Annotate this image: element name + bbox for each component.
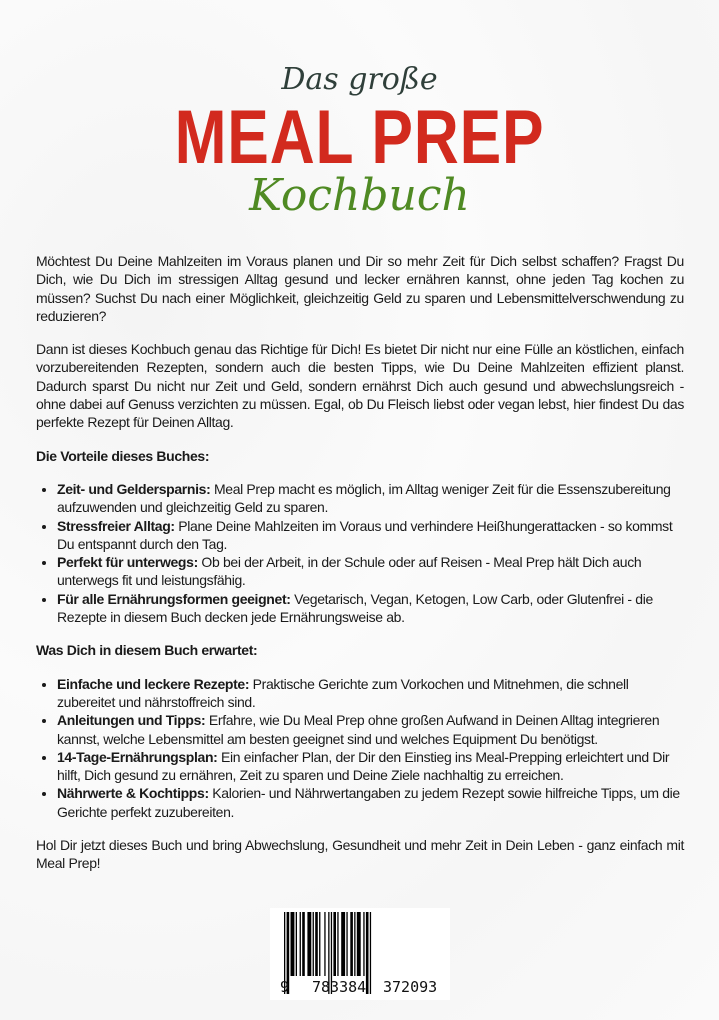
intro-paragraph: Dann ist dieses Kochbuch genau das Richtige für Dich! Es bietet Dir nicht nur eine Fülle an köstlichen, einfach vorzubereitenden Rezepten, sondern auch die besten Tipps, wie Du Deine Mahlzeiten effizient planst. Dadurch sparst Du nicht nur Zeit und Geld, sondern ernährst Dich auch gesund und abwechslungsreich - ohne dabei auf Genuss verzichten zu müssen. Egal, ob Du Fleisch liebst oder vegan lebst, hier findest Du das perfekte Rezept für Deinen Alltag. bbox=[36, 341, 684, 431]
title-meal-prep: MEAL PREP bbox=[174, 95, 545, 180]
item-text: Ein einfacher Plan, der Dir den Einstieg ins Meal-Prepping erleichtert und Dir hilft, Dich gesund zu ernähren, Zeit zu sparen und Deine Ziele nachhaltig zu erreichen. bbox=[57, 748, 670, 784]
item-text: Meal Prep macht es möglich, im Alltag weniger Zeit für die Essenszubereitung aufzuwenden und gleichzeitig Geld zu sparen. bbox=[57, 480, 671, 516]
list-item bbox=[57, 711, 684, 748]
list-item bbox=[57, 784, 684, 821]
barcode-bar bbox=[350, 912, 353, 976]
item-label: Stressfreier Alltag: bbox=[57, 517, 175, 534]
item-text: Erfahre, wie Du Meal Prep ohne großen Aufwand in Deinen Alltag integrieren kannst, welche Lebensmittel am besten geeignet sind und welches Equipment Du benötigst. bbox=[57, 712, 660, 747]
barcode-bar bbox=[333, 912, 336, 976]
barcode-bar bbox=[337, 912, 338, 976]
item-text: Kalorien- und Nährwertangaben zu jedem Rezept sowie hilfreiche Tipps, um die Gerichte perfekt zuzubereiten. bbox=[57, 785, 680, 820]
barcode-bar bbox=[300, 912, 301, 976]
barcode-bar bbox=[370, 912, 371, 994]
item-text: Ob bei der Arbeit, in der Schule oder auf Reisen - Meal Prep hält Dich auch unterwegs fit und leistungsfähig. bbox=[57, 554, 642, 589]
list-item bbox=[57, 553, 684, 590]
item-label: 14-Tage-Ernährungsplan: bbox=[57, 748, 218, 765]
barcode-bar bbox=[291, 912, 295, 976]
barcode-bar bbox=[313, 912, 314, 976]
item-text: Praktische Gerichte zum Vorkochen und Mitnehmen, die schnell zubereitet und nährstoffreich sind. bbox=[57, 675, 629, 710]
item-text: Vegetarisch, Vegan, Ketogen, Low Carb, oder Glutenfrei - die Rezepte in diesem Buch decken jede Ernährungsweise ab. bbox=[57, 590, 653, 626]
section-heading: Was Dich in diesem Buch erwartet: bbox=[36, 642, 258, 659]
barcode-bar bbox=[346, 912, 347, 976]
item-label: Anleitungen und Tipps: bbox=[57, 712, 206, 729]
barcode-bar bbox=[363, 912, 364, 976]
list-item bbox=[57, 480, 684, 517]
barcode-bar bbox=[307, 912, 311, 976]
barcode-bar bbox=[324, 912, 325, 976]
list-item bbox=[57, 748, 684, 785]
closing-paragraph: Hol Dir jetzt dieses Buch und bring Abwechslung, Gesundheit und mehr Zeit in Dein Leben - ganz einfach mit Meal Prep! bbox=[36, 837, 684, 872]
barcode-bar bbox=[341, 912, 345, 976]
list-item bbox=[57, 517, 684, 554]
item-label: Zeit- und Geldersparnis: bbox=[57, 480, 211, 497]
section-heading: Die Vorteile dieses Buches: bbox=[36, 447, 210, 464]
item-label: Perfekt für unterwegs: bbox=[57, 554, 198, 571]
intro-paragraph: Möchtest Du Deine Mahlzeiten im Voraus planen und Dir so mehr Zeit für Dich selbst schaffen? Fragst Du Dich, wie Du Dich im stressigen Alltag gesund und lecker ernähren kannst, ohne jeden Tag kochen zu müssen? Suchst Du nach einer Möglichkeit, gleichzeitig Geld zu sparen und Lebensmittelverschwendung zu reduzieren? bbox=[36, 253, 684, 324]
isbn-barcode bbox=[270, 908, 450, 1000]
item-label: Für alle Ernährungsformen geeignet: bbox=[57, 590, 291, 607]
title-das-grosse: Das große bbox=[281, 62, 438, 97]
benefits-list bbox=[36, 480, 684, 626]
list-item bbox=[57, 590, 684, 627]
barcode-bar bbox=[315, 912, 318, 976]
item-label: Nährwerte & Kochtipps: bbox=[57, 785, 209, 802]
item-text: Plane Deine Mahlzeiten im Voraus und verhindere Heißhungerattacken - so kommst Du entspannt durch den Tag. bbox=[57, 517, 673, 552]
barcode-bar bbox=[357, 912, 361, 976]
barcode-digit: 9 bbox=[280, 978, 290, 996]
barcode-bar bbox=[302, 912, 305, 976]
title-kochbuch: Kochbuch bbox=[249, 170, 470, 221]
blurb bbox=[36, 252, 684, 888]
barcode-bar bbox=[354, 912, 355, 976]
barcode-bar bbox=[366, 912, 369, 994]
item-label: Einfache und leckere Rezepte: bbox=[57, 675, 250, 692]
contents-list bbox=[36, 675, 684, 821]
barcode-bar bbox=[319, 912, 320, 976]
barcode-digits: 783384 bbox=[312, 978, 367, 996]
list-item bbox=[57, 675, 684, 712]
barcode-bar bbox=[296, 912, 297, 976]
barcode-digits: 372093 bbox=[383, 978, 438, 996]
